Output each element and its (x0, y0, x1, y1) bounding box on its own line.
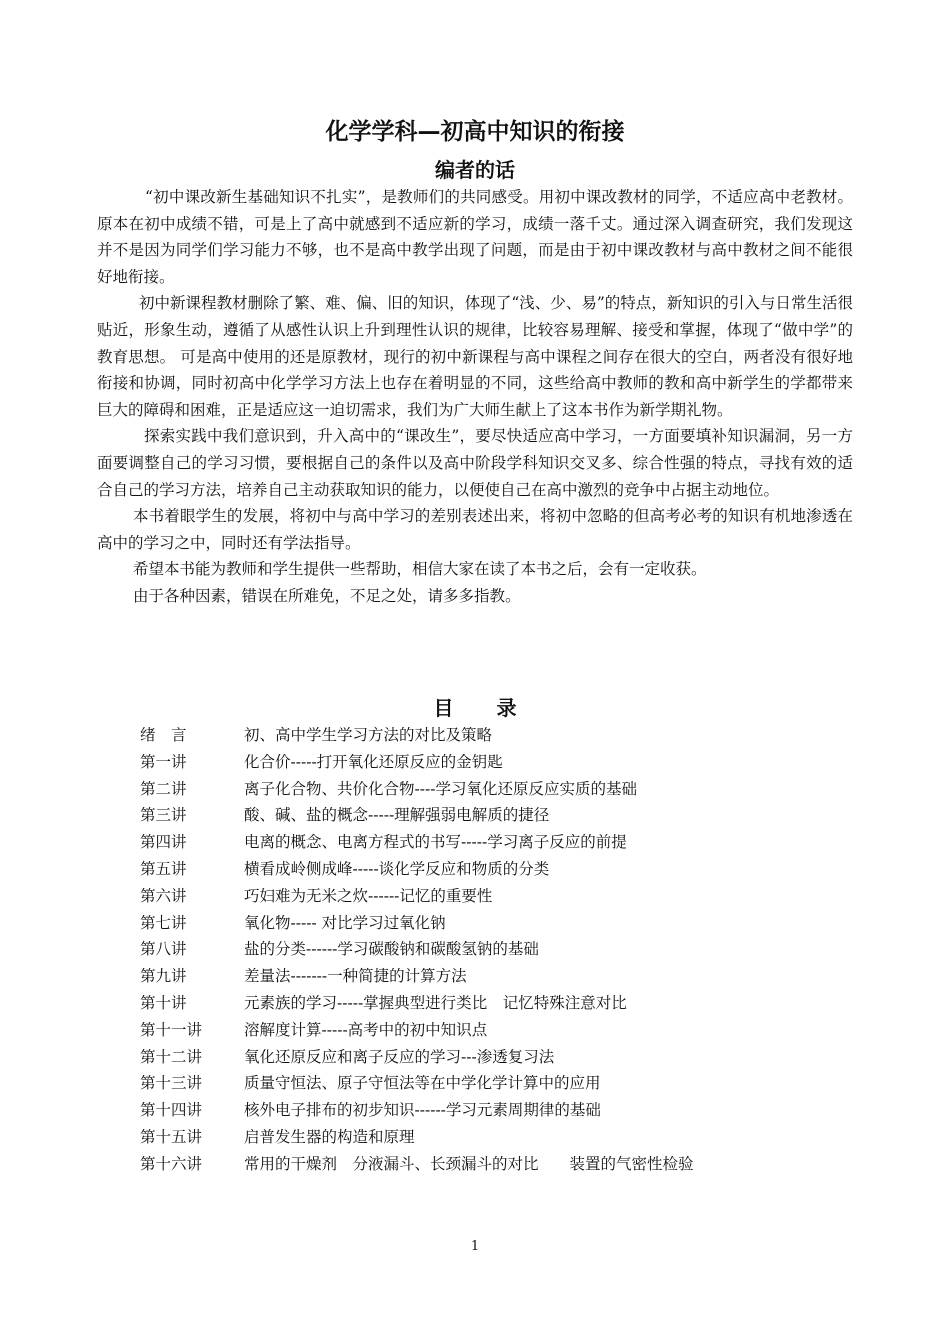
toc-entry-title: 核外电子排布的初步知识------学习元素周期律的基础 (244, 1101, 601, 1120)
toc-entry-lecture-9[interactable] (140, 963, 860, 990)
toc-entry-title: 溶解度计算-----高考中的初中知识点 (244, 1020, 488, 1039)
toc-entry-number: 绪 言 (140, 726, 187, 744)
toc-entry-lecture-2[interactable] (140, 776, 860, 803)
toc-entry-number: 第七讲 (140, 913, 187, 932)
toc-entry-number: 第一讲 (140, 752, 187, 771)
toc-entry-title: 盐的分类------学习碳酸钠和碳酸氢钠的基础 (244, 940, 539, 959)
toc-entry-lecture-14[interactable] (140, 1097, 860, 1124)
table-of-contents (140, 722, 860, 1178)
toc-entry-number: 第十五讲 (140, 1127, 203, 1146)
toc-entry-lecture-16[interactable] (140, 1151, 860, 1178)
toc-entry-number: 第十六讲 (140, 1154, 203, 1173)
preface-paragraph-6: 由于各种因素，错误在所难免，不足之处，请多多指教。 (133, 586, 521, 605)
preface-paragraph-5: 希望本书能为教师和学生提供一些帮助，相信大家在读了本书之后，会有一定收获。 (133, 560, 707, 579)
toc-entry-title: 化合价-----打开氧化还原反应的金钥匙 (244, 752, 503, 771)
toc-heading: 目 录 (433, 696, 535, 720)
toc-entry-title: 氧化物----- 对比学习过氧化钠 (244, 913, 446, 932)
toc-entry-lecture-12[interactable] (140, 1044, 860, 1071)
preface-heading: 编者的话 (435, 158, 515, 182)
toc-entry-intro[interactable] (140, 722, 860, 749)
preface-body (97, 184, 853, 610)
toc-entry-title: 横看成岭侧成峰-----谈化学反应和物质的分类 (244, 859, 550, 878)
toc-entry-lecture-5[interactable] (140, 856, 860, 883)
toc-entry-title: 差量法-------一种简捷的计算方法 (244, 967, 467, 986)
toc-entry-title: 启普发生器的构造和原理 (244, 1127, 415, 1146)
page-number: 1 (470, 1239, 480, 1254)
page-title: 化学学科—初高中知识的衔接 (325, 119, 625, 145)
toc-entry-number: 第二讲 (140, 779, 187, 798)
toc-entry-lecture-8[interactable] (140, 936, 860, 963)
toc-entry-number: 第六讲 (140, 886, 187, 905)
toc-entry-number: 第五讲 (140, 859, 187, 878)
preface-paragraph-4: 本书着眼学生的发展，将初中与高中学习的差别表述出来，将初中忽略的但高考必考的知识有机地渗透在高中的学习之中，同时还有学法指导。 (97, 507, 853, 552)
toc-entry-lecture-4[interactable] (140, 829, 860, 856)
toc-entry-title: 巧妇难为无米之炊------记忆的重要性 (244, 886, 493, 905)
toc-entry-title: 常用的干燥剂 分液漏斗、长颈漏斗的对比 装置的气密性检验 (244, 1154, 694, 1173)
preface-paragraph-3: 探索实践中我们意识到，升入高中的“课改生”，要尽快适应高中学习，一方面要填补知识漏洞，另一方面要调整自己的学习习惯，要根据自己的条件以及高中阶段学科知识交叉多、综合性强的特点，寻找有效的适合自己的学习方法，培养自己主动获取知识的能力，以便使自己在高中激烈的竞争中占据主动地位。 (97, 427, 853, 499)
toc-entry-lecture-1[interactable] (140, 749, 860, 776)
preface-paragraph-1: “初中课改新生基础知识不扎实”，是教师们的共同感受。用初中课改教材的同学，不适应高中老教材。原本在初中成绩不错，可是上了高中就感到不适应新的学习，成绩一落千丈。通过深入调查研究，我们发现这并不是因为同学们学习能力不够，也不是高中教学出现了问题，而是由于初中课改教材与高中教材之间不能很好地衔接。 (97, 188, 853, 286)
toc-entry-title: 电离的概念、电离方程式的书写-----学习离子反应的前提 (244, 833, 627, 852)
toc-entry-number: 第四讲 (140, 833, 187, 852)
toc-entry-title: 离子化合物、共价化合物----学习氧化还原反应实质的基础 (244, 779, 637, 798)
toc-entry-lecture-13[interactable] (140, 1070, 860, 1097)
toc-entry-lecture-3[interactable] (140, 802, 860, 829)
toc-entry-lecture-6[interactable] (140, 883, 860, 910)
toc-entry-title: 初、高中学生学习方法的对比及策略 (244, 726, 493, 744)
toc-entry-number: 第十一讲 (140, 1020, 203, 1039)
toc-entry-lecture-15[interactable] (140, 1124, 860, 1151)
toc-entry-title: 质量守恒法、原子守恒法等在中学化学计算中的应用 (244, 1074, 601, 1093)
toc-entry-number: 第八讲 (140, 940, 187, 959)
toc-entry-lecture-7[interactable] (140, 910, 860, 937)
toc-entry-number: 第十四讲 (140, 1101, 203, 1120)
toc-entry-number: 第十三讲 (140, 1074, 203, 1093)
toc-entry-number: 第十二讲 (140, 1047, 203, 1066)
toc-entry-number: 第三讲 (140, 806, 187, 825)
preface-paragraph-2: 初中新课程教材删除了繁、难、偏、旧的知识，体现了“浅、少、易”的特点，新知识的引入与日常生活很贴近，形象生动，遵循了从感性认识上升到理性认识的规律，比较容易理解、接受和掌握，体现了“做中学”的教育思想。 可是高中使用的还是原教材，现行的初中新课程与高中课程之间存在很大的空白，两者没有很好地衔接和协调，同时初高中化学学习方法上也存在着明显的不同，这些给高中教师的教和高中新学生的学都带来巨大的障碍和困难，正是适应这一迫切需求，我们为广大师生献上了这本书作为新学期礼物。 (97, 294, 853, 419)
toc-entry-lecture-11[interactable] (140, 1017, 860, 1044)
toc-entry-title: 氧化还原反应和离子反应的学习---渗透复习法 (244, 1047, 555, 1066)
toc-entry-number: 第十讲 (140, 993, 187, 1012)
toc-entry-number: 第九讲 (140, 967, 187, 986)
toc-entry-title: 酸、碱、盐的概念-----理解强弱电解质的捷径 (244, 806, 550, 825)
toc-entry-lecture-10[interactable] (140, 990, 860, 1017)
toc-entry-title: 元素族的学习-----掌握典型进行类比 记忆特殊注意对比 (244, 993, 627, 1012)
